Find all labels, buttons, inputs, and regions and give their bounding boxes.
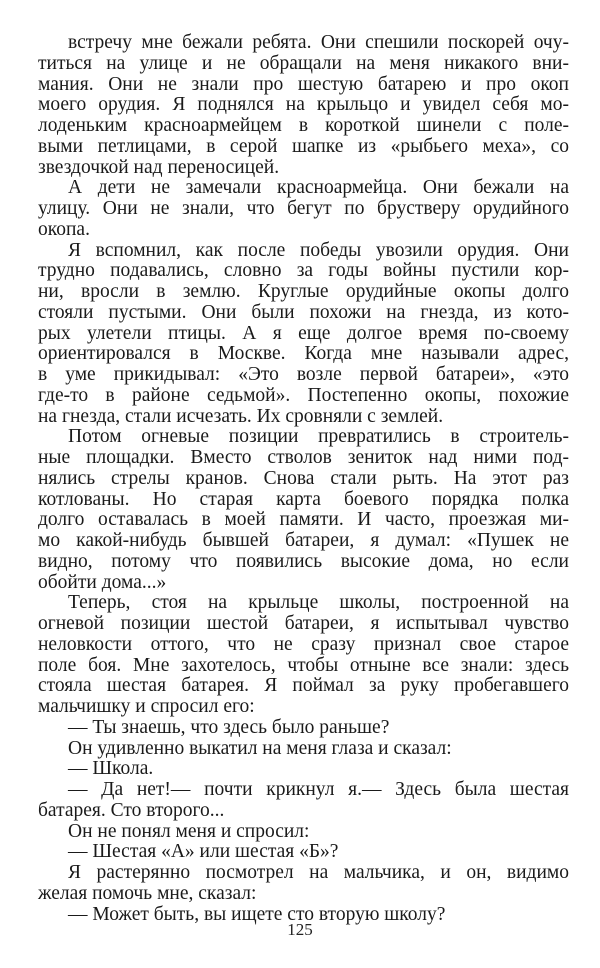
paragraph <box>38 822 569 843</box>
book-page-text <box>38 33 569 925</box>
text-line: огневой позиции шестой батареи, я испытывал чувство <box>38 613 569 634</box>
paragraph <box>38 427 569 593</box>
text-line: звездочкой над переносицей. <box>38 156 280 178</box>
text-line: долго оставалась в моей памяти. И часто, проезжая ми- <box>38 509 569 531</box>
text-line: ориентировался в Москве. Когда мне называли адрес, <box>38 343 569 365</box>
text-line: Я вспомнил, как после победы увозили орудия. Они <box>68 239 569 261</box>
paragraph <box>38 759 569 780</box>
text-line: поле боя. Мне захотелось, чтобы отныне все знали: здесь <box>38 654 569 676</box>
text-line: — Ты знаешь, что здесь было раньше? <box>68 716 390 738</box>
text-line: нялись стрелы кранов. Снова стали рыть. На этот раз <box>38 467 569 489</box>
text-line: неловкости оттого, что не сразу признал свое старое <box>38 633 569 655</box>
text-line: мо какой-нибудь бывшей батареи, я думал: «Пушек не <box>38 530 569 551</box>
text-line: рых улетели птицы. А я еще долгое время по-своему <box>38 322 569 344</box>
text-line: в уме прикидывал: «Это возле первой батареи», «это <box>38 364 569 385</box>
text-line: мальчишку и спросил его: <box>38 696 255 717</box>
text-line: ные площадки. Вместо стволов зениток над ними под- <box>38 447 569 468</box>
text-line: ни, вросли в землю. Круглые орудийные окопы долго <box>38 281 569 302</box>
paragraph <box>38 33 569 178</box>
text-line: Потом огневые позиции превратились в строитель- <box>68 426 569 448</box>
text-line: — Школа. <box>68 758 154 780</box>
text-line: — Да нет!— почти крикнул я.— Здесь была шестая <box>68 779 569 800</box>
text-line: Он не понял меня и спросил: <box>68 820 310 842</box>
text-line: Я растерянно посмотрел на мальчика, и он, видимо <box>68 862 569 883</box>
text-line: окопа. <box>38 218 90 240</box>
text-line: выми петлицами, в серой шапке из «рыбьего меха», со <box>38 135 569 157</box>
text-line: на гнезда, стали исчезать. Их сровняли с землей. <box>38 405 444 427</box>
text-line: стояли пустыми. Они были похожи на гнезда, из кото- <box>38 301 569 323</box>
text-line: мания. Они не знали про шестую батарею и про окоп <box>38 73 569 95</box>
text-line: обойти дома...» <box>38 571 167 593</box>
text-line: титься на улице и не обращали на меня никакого вни- <box>38 52 569 74</box>
text-line: где-то в районе седьмой». Постепенно окопы, похожие <box>38 384 569 406</box>
text-line: стояла шестая батарея. Я поймал за руку пробегавшего <box>38 675 569 697</box>
paragraph <box>38 593 569 718</box>
paragraph <box>38 780 569 822</box>
paragraph <box>38 718 569 739</box>
text-line: улицу. Они не знали, что бегут по брустверу орудийного <box>38 198 569 219</box>
text-line: — Шестая «А» или шестая «Б»? <box>68 841 339 863</box>
text-line: батарея. Сто второго... <box>38 799 225 821</box>
text-line: трудно подавались, словно за годы войны пустили кор- <box>38 260 569 282</box>
text-line: — Может быть, вы ищете сто вторую школу? <box>68 903 446 925</box>
text-line: встречу мне бежали ребята. Они спешили поскорей очу- <box>68 32 569 53</box>
paragraph <box>38 739 569 760</box>
text-line: Теперь, стоя на крыльце школы, построенной на <box>68 592 569 614</box>
text-line: Он удивленно выкатил на меня глаза и сказал: <box>68 737 452 759</box>
text-line: лоденьким красноармейцем в короткой шинели с поле- <box>38 115 569 136</box>
text-line: А дети не замечали красноармейца. Они бежали на <box>68 177 569 199</box>
paragraph <box>38 863 569 905</box>
paragraph <box>38 178 569 240</box>
text-line: котлованы. Но старая карта боевого порядка полка <box>38 488 569 510</box>
text-line: моего орудия. Я поднялся на крыльцо и увидел себя мо- <box>38 94 569 116</box>
paragraph <box>38 241 569 428</box>
text-line: желая помочь мне, сказал: <box>38 882 257 904</box>
text-line: видно, потому что появились высокие дома, но если <box>38 550 569 572</box>
page-number: 125 <box>287 920 313 939</box>
paragraph <box>38 842 569 863</box>
